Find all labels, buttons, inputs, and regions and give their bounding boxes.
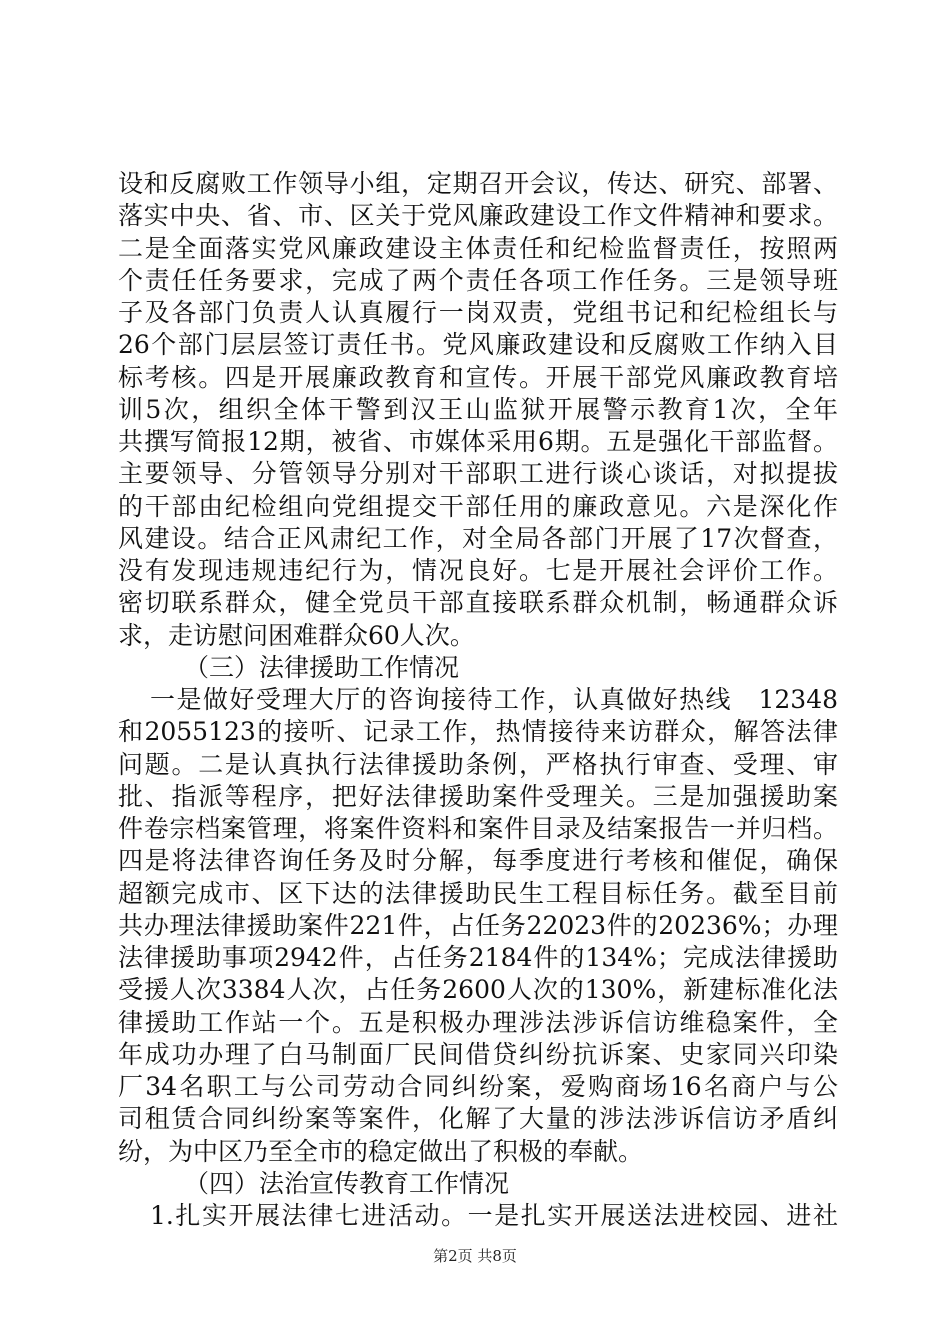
page-footer: 第2页 共8页 <box>433 1247 517 1265</box>
body-text-line: 密切联系群众，健全党员干部直接联系群众机制，畅通群众诉 <box>118 588 838 617</box>
body-text-line: 主要领导、分管领导分别对干部职工进行谈心谈话，对拟提拔 <box>118 459 838 488</box>
body-text-line: 超额完成市、区下达的法律援助民生工程目标任务。截至目前 <box>118 879 838 908</box>
body-text-line: 求，走访慰问困难群众60人次。 <box>118 621 475 650</box>
body-text-line: 问题。二是认真执行法律援助条例，严格执行审查、受理、审 <box>118 750 838 779</box>
body-text-line: 训5次，组织全体干警到汉王山监狱开展警示教育1次，全年 <box>118 395 838 424</box>
body-text-line: 年成功办理了白马制面厂民间借贷纠纷抗诉案、史家同兴印染 <box>118 1040 838 1069</box>
body-text-line: 四是将法律咨询任务及时分解，每季度进行考核和催促，确保 <box>118 846 838 875</box>
section-heading: （四）法治宣传教育工作情况 <box>184 1169 510 1198</box>
body-text-line: 件卷宗档案管理，将案件资料和案件目录及结案报告一并归档。 <box>118 814 838 843</box>
body-text-line: 批、指派等程序，把好法律援助案件受理关。三是加强援助案 <box>118 782 838 811</box>
body-text-line: 一是做好受理大厅的咨询接待工作，认真做好热线 12348 <box>150 685 838 714</box>
body-text-line: 设和反腐败工作领导小组，定期召开会议，传达、研究、部署、 <box>118 169 838 198</box>
body-text-line: 共撰写简报12期，被省、市媒体采用6期。五是强化干部监督。 <box>118 427 838 456</box>
body-text-line: 律援助工作站一个。五是积极办理涉法涉诉信访维稳案件，全 <box>118 1008 838 1037</box>
body-text-line: 1.扎实开展法律七进活动。一是扎实开展送法进校园、进社 <box>150 1201 838 1230</box>
body-text-line: 厂34名职工与公司劳动合同纠纷案，爱购商场16名商户与公 <box>118 1072 838 1101</box>
body-text-line: 司租赁合同纠纷案等案件，化解了大量的涉法涉诉信访矛盾纠 <box>118 1104 838 1133</box>
body-text-line: 和2055123的接听、记录工作，热情接待来访群众，解答法律 <box>118 717 838 746</box>
body-text-line: 法律援助事项2942件，占任务2184件的134%；完成法律援助 <box>118 943 838 972</box>
body-text-line: 子及各部门负责人认真履行一岗双责，党组书记和纪检组长与 <box>118 298 838 327</box>
body-text-line: 二是全面落实党风廉政建设主体责任和纪检监督责任，按照两 <box>118 234 838 263</box>
body-text-line: 落实中央、省、市、区关于党风廉政建设工作文件精神和要求。 <box>118 201 838 230</box>
body-text-line: 个责任任务要求，完成了两个责任各项工作任务。三是领导班 <box>118 266 838 295</box>
body-text-line: 共办理法律援助案件221件，占任务22023件的20236%；办理 <box>118 911 838 940</box>
section-heading: （三）法律援助工作情况 <box>184 653 460 682</box>
body-text-line: 没有发现违规违纪行为，情况良好。七是开展社会评价工作。 <box>118 556 838 585</box>
body-text-line: 纷，为中区乃至全市的稳定做出了积极的奉献。 <box>118 1137 644 1166</box>
body-text-line: 标考核。四是开展廉政教育和宣传。开展干部党风廉政教育培 <box>118 363 838 392</box>
body-text-line: 受援人次3384人次，占任务2600人次的130%，新建标准化法 <box>118 975 838 1004</box>
body-text-line: 的干部由纪检组向党组提交干部任用的廉政意见。六是深化作 <box>118 492 838 521</box>
body-text-line: 风建设。结合正风肃纪工作，对全局各部门开展了17次督查， <box>118 524 838 553</box>
body-text-line: 26个部门层层签订责任书。党风廉政建设和反腐败工作纳入目 <box>118 330 838 359</box>
